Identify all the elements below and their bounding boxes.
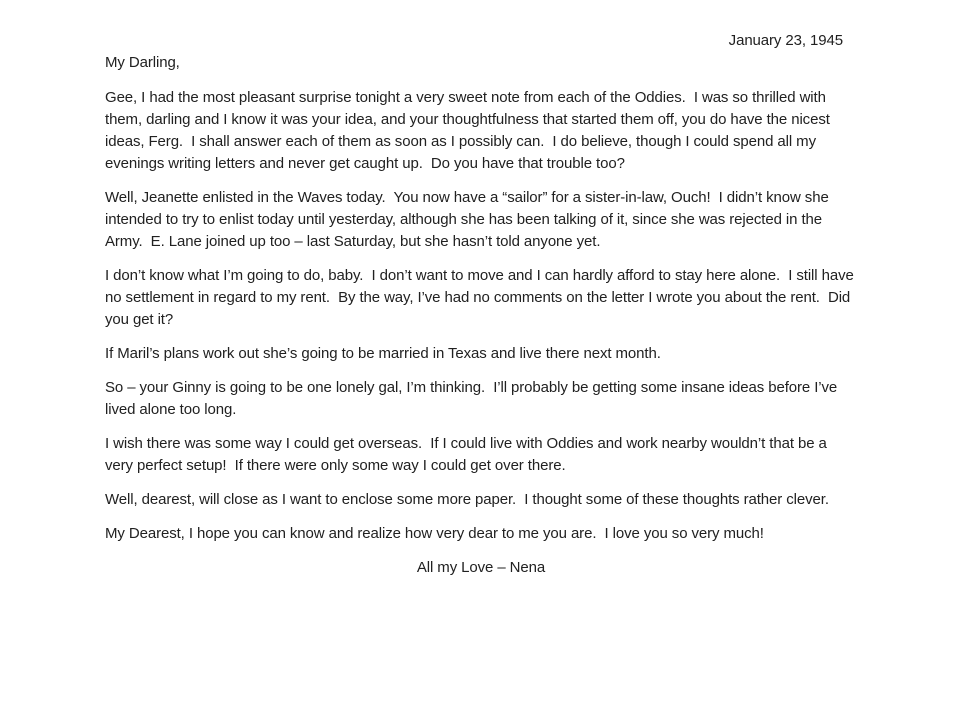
letter-paragraph-1: Gee, I had the most pleasant surprise tonight a very sweet note from each of the Oddies. I was so thrilled with them, darling and I know it was your idea, and your thoughtfulness that started them off, you do have the nicest ideas, Ferg. I shall answer each of them as soon as I possibly can. I do believe, though I could spend all my evenings writing letters and never get caught up. Do you have that trouble too? bbox=[105, 89, 834, 172]
letter-paragraph-4: If Maril’s plans work out she’s going to be married in Texas and live there next month. bbox=[105, 345, 661, 362]
letter-paragraph-5: So – your Ginny is going to be one lonely gal, I’m thinking. I’ll probably be getting some insane ideas before I’ve lived alone too long. bbox=[105, 379, 842, 418]
letter-date: January 23, 1945 bbox=[728, 32, 843, 49]
letter-body bbox=[105, 30, 857, 579]
letter-paragraph-8: My Dearest, I hope you can know and realize how very dear to me you are. I love you so very much! bbox=[105, 525, 764, 542]
letter-paragraph-7: Well, dearest, will close as I want to enclose some more paper. I thought some of these thoughts rather clever. bbox=[105, 491, 829, 508]
letter-signoff: All my Love – Nena bbox=[416, 559, 546, 576]
letter-paragraph-6: I wish there was some way I could get overseas. If I could live with Oddies and work nearby wouldn’t that be a very perfect setup! If there were only some way I could get over there. bbox=[105, 435, 831, 474]
letter-salutation: My Darling, bbox=[105, 54, 180, 71]
letter-paragraph-3: I don’t know what I’m going to do, baby. I don’t want to move and I can hardly afford to stay here alone. I still have no settlement in regard to my rent. By the way, I’ve had no comments on the letter I wrote you about the rent. Did you get it? bbox=[105, 267, 858, 328]
letter-paragraph-2: Well, Jeanette enlisted in the Waves today. You now have a “sailor” for a sister-in-law, Ouch! I didn’t know she intended to try to enlist today until yesterday, although she has been talking of it, since she was rejected in the Army. E. Lane joined up too – last Saturday, but she hasn’t told anyone yet. bbox=[105, 189, 833, 250]
